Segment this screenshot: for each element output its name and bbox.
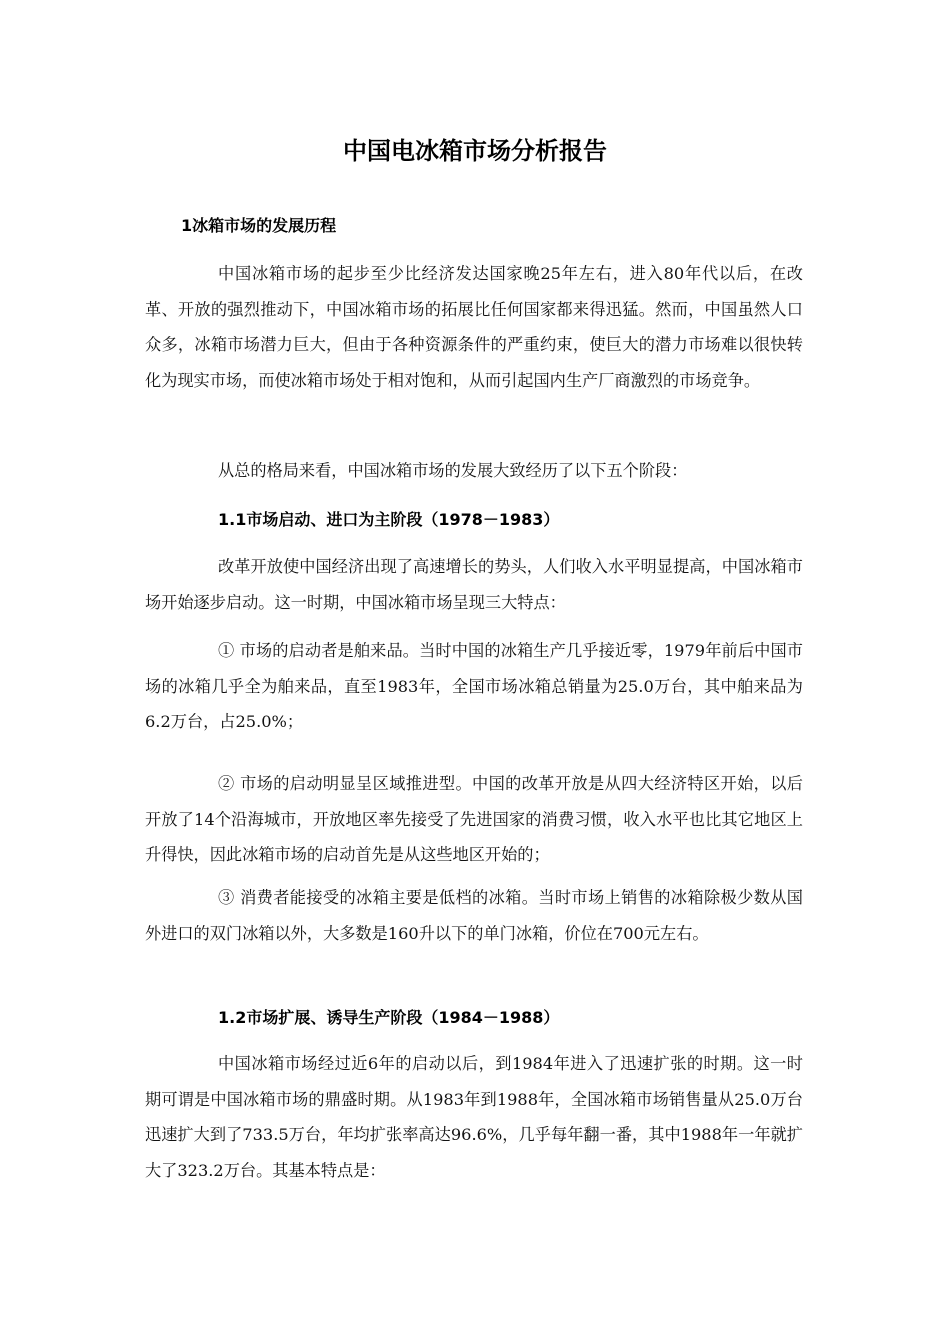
paragraph: 中国冰箱市场经过近6年的启动以后，到1984年进入了迅速扩张的时期。这一时期可谓是中国冰箱市场的鼎盛时期。从1983年到1988年，全国冰箱市场销售量从25.0万台迅速扩大到了733.5万台，年均扩张率高达96.6%，几乎每年翻一番，其中1988年一年就扩大了323.2万台。其基本特点是： — [145, 1054, 803, 1180]
paragraph: 中国冰箱市场的起步至少比经济发达国家晚25年左右，进入80年代以后，在改革、开放的强烈推动下，中国冰箱市场的拓展比任何国家都来得迅猛。然而，中国虽然人口众多，冰箱市场潜力巨大，但由于各种资源条件的严重约束，使巨大的潜力市场难以很快转化为现实市场，而使冰箱市场处于相对饱和，从而引起国内生产厂商激烈的市场竞争。 — [145, 264, 803, 390]
document-title: 中国电冰箱市场分析报告 — [343, 137, 607, 165]
list-paragraph: ② 市场的启动明显呈区域推进型。中国的改革开放是从四大经济特区开始，以后开放了14个沿海城市，开放地区率先接受了先进国家的消费习惯，收入水平也比其它地区上升得快，因此冰箱市场的启动首先是从这些地区开始的； — [145, 774, 803, 864]
section-heading-1-2: 1.2市场扩展、诱导生产阶段（1984－1988） — [218, 1008, 560, 1027]
section-heading-1: 1冰箱市场的发展历程 — [181, 216, 337, 235]
section-heading-1-1: 1.1市场启动、进口为主阶段（1978－1983） — [218, 510, 560, 529]
list-paragraph: ① 市场的启动者是舶来品。当时中国的冰箱生产几乎接近零，1979年前后中国市场的冰箱几乎全为舶来品，直至1983年，全国市场冰箱总销量为25.0万台，其中舶来品为6.2万台，占25.0%； — [145, 641, 803, 731]
paragraph: 改革开放使中国经济出现了高速增长的势头，人们收入水平明显提高，中国冰箱市场开始逐步启动。这一时期，中国冰箱市场呈现三大特点： — [145, 557, 803, 612]
paragraph: 从总的格局来看，中国冰箱市场的发展大致经历了以下五个阶段： — [218, 461, 688, 480]
list-paragraph: ③ 消费者能接受的冰箱主要是低档的冰箱。当时市场上销售的冰箱除极少数从国外进口的双门冰箱以外，大多数是160升以下的单门冰箱，价位在700元左右。 — [145, 888, 803, 943]
